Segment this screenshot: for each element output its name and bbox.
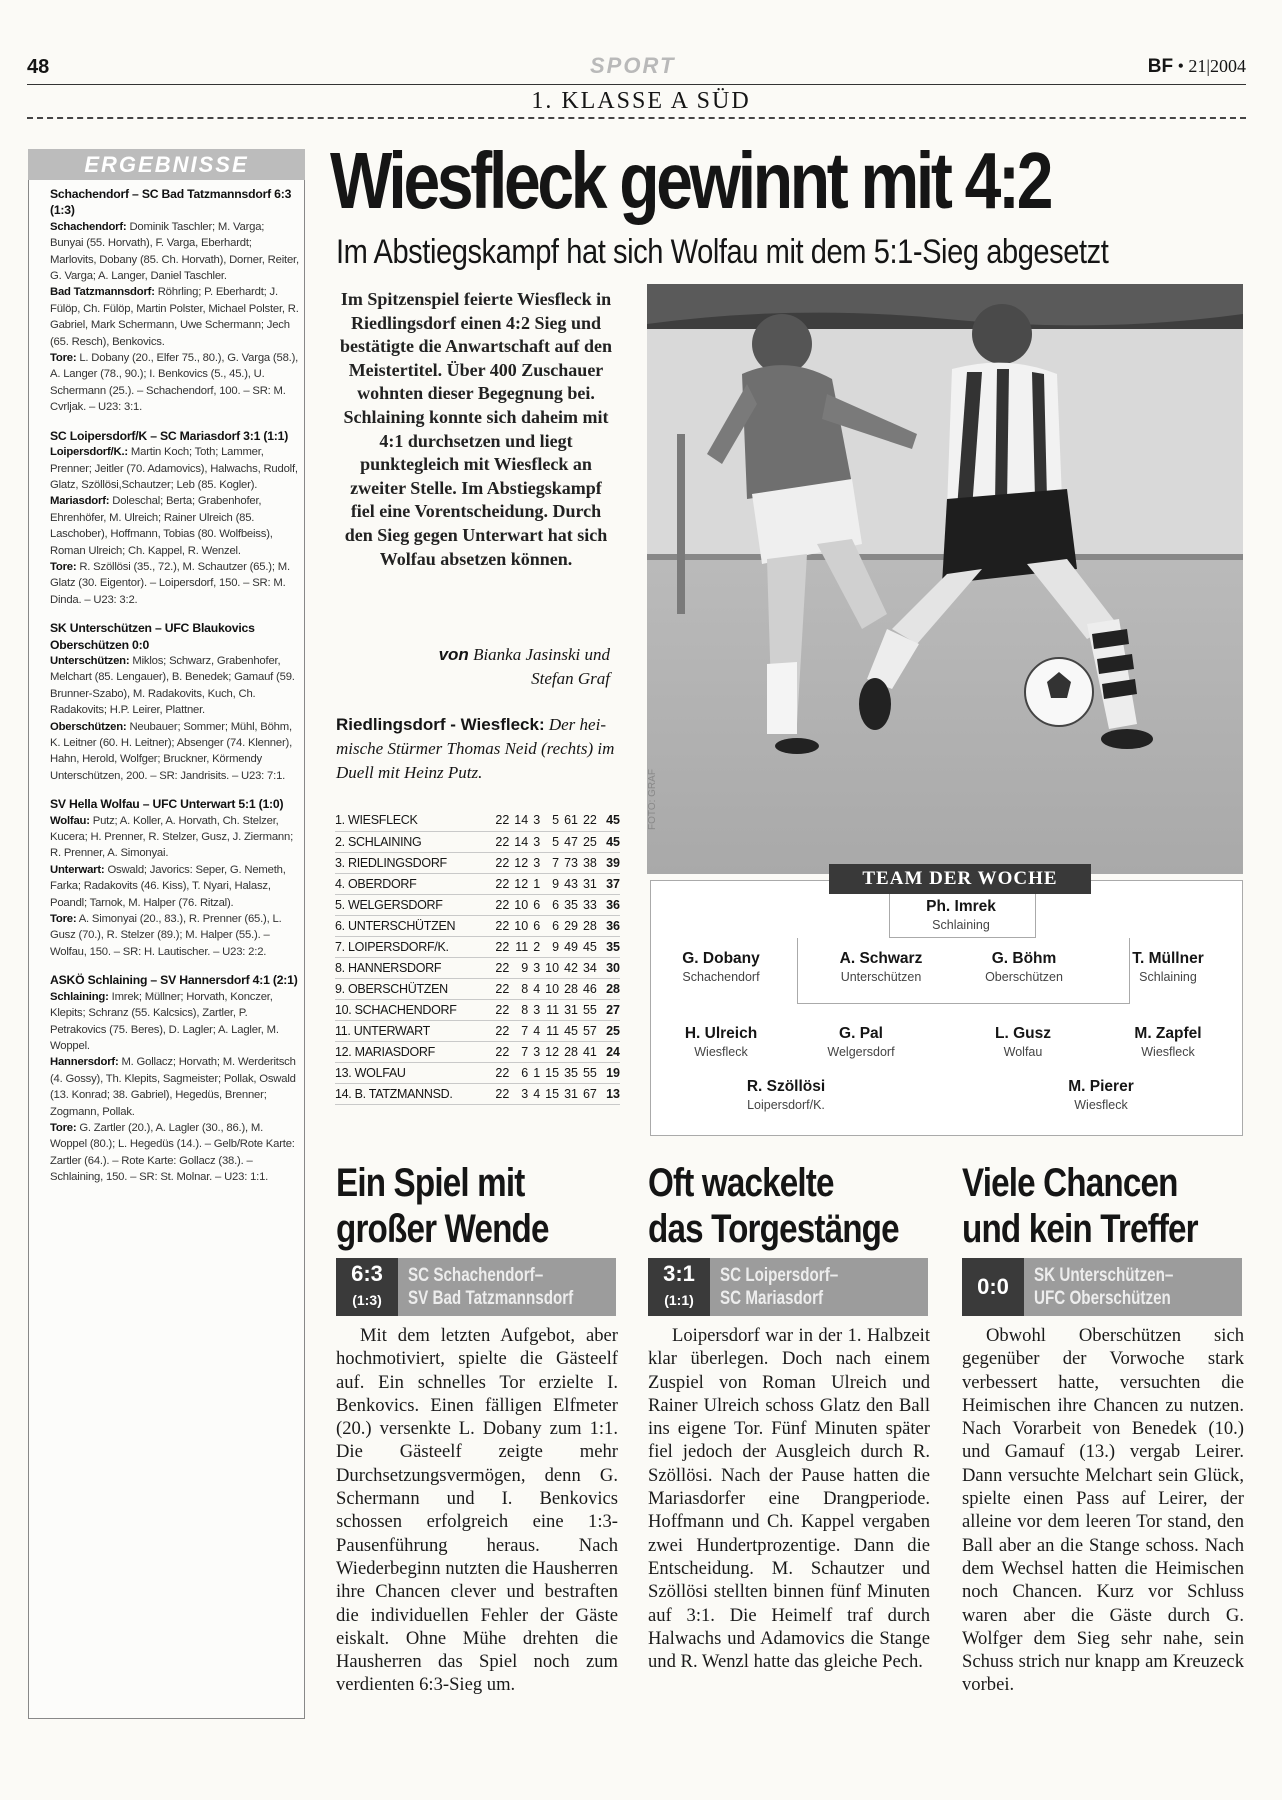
lineup-text: Oswald; Javorics: Seper, G. Nemeth, Farka; Radakovits (46. Kiss), T. Nyari, Halasz, Poandl; Tarnok, M. Halper (76. Ritzal). — [50, 863, 286, 909]
standings-d: 1 — [533, 1062, 545, 1083]
standings-ga: 55 — [583, 999, 602, 1020]
score-bar — [962, 1258, 1242, 1316]
result-lineup — [50, 1120, 300, 1186]
result-lineup — [50, 1054, 300, 1120]
standings-l: 6 — [545, 894, 564, 915]
standings-w: 7 — [514, 1020, 533, 1041]
standings-ga: 28 — [583, 915, 602, 936]
standings-points: 24 — [602, 1041, 620, 1062]
standings-points: 36 — [602, 915, 620, 936]
standings-l: 10 — [545, 978, 564, 999]
result-lineup — [50, 284, 300, 350]
standings-d: 6 — [533, 894, 545, 915]
standings-gf: 31 — [564, 999, 583, 1020]
standings-row — [335, 999, 620, 1020]
standings-d: 3 — [533, 957, 545, 978]
lineup-text: M. Gollacz; Horvath; M. Werderitsch (4. Gossy), Th. Klepits, Sagmeister; Pollak, Oswald (13. Konrad; 38. Gabriel), Hegedüs, Brenner; Zogmann, Pollak. — [50, 1056, 296, 1118]
player-name: G. Böhm — [991, 950, 1057, 967]
score-box — [648, 1258, 710, 1316]
player-name: Ph. Imrek — [926, 898, 996, 915]
result-block — [50, 428, 300, 608]
standings-team: 4. OBERDORF — [335, 873, 495, 894]
standings-l: 10 — [545, 957, 564, 978]
standings-gf: 28 — [564, 1041, 583, 1062]
standings-gp: 22 — [495, 957, 514, 978]
standings-points: 13 — [602, 1083, 620, 1104]
lineup-label: Schlaining: — [50, 990, 109, 1003]
story-headline — [336, 1160, 549, 1252]
player-club: Oberschützen — [985, 970, 1063, 984]
result-lineup — [50, 444, 300, 493]
standings-d: 3 — [533, 1041, 545, 1062]
result-lineup — [50, 559, 300, 608]
halftime-score: (1:3) — [352, 1292, 382, 1308]
lineup-label: Wolfau: — [50, 814, 90, 827]
standings-row — [335, 852, 620, 873]
team-player — [801, 950, 961, 984]
standings-gf: 73 — [564, 852, 583, 873]
player-club: Schlaining — [1139, 970, 1197, 984]
away-team: UFC Oberschützen — [1034, 1288, 1171, 1309]
standings-points: 28 — [602, 978, 620, 999]
standings-ga: 33 — [583, 894, 602, 915]
standings-gp: 22 — [495, 936, 514, 957]
match-teams — [720, 1264, 838, 1310]
standings-team: 2. SCHLAINING — [335, 831, 495, 852]
lineup-label: Unterwart: — [50, 863, 105, 876]
result-lineup — [50, 813, 300, 862]
byline-authors-1: Bianka Jasinski und — [473, 645, 610, 664]
standings-d: 3 — [533, 831, 545, 852]
standings-gp: 22 — [495, 1062, 514, 1083]
away-team: SC Mariasdorf — [720, 1288, 824, 1309]
standings-d: 3 — [533, 810, 545, 831]
standings-row — [335, 1020, 620, 1041]
section-label: SPORT — [590, 53, 676, 78]
standings-gf: 47 — [564, 831, 583, 852]
result-head: SV Hella Wolfau – UFC Unterwart 5:1 (1:0) — [50, 797, 284, 812]
standings-row — [335, 957, 620, 978]
lineup-label: Loipersdorf/K.: — [50, 446, 128, 459]
standings-team: 5. WELGERSDORF — [335, 894, 495, 915]
standings-w: 6 — [514, 1062, 533, 1083]
standings-row — [335, 978, 620, 999]
caption-text: Der heimische Stürmer Thomas Neid (rechts) im Duell mit Heinz Putz. — [336, 715, 615, 782]
standings-team: 9. OBERSCHÜTZEN — [335, 978, 495, 999]
player-club: Wiesfleck — [1141, 1045, 1195, 1059]
lineup-text: A. Simonyai (20., 83.), R. Prenner (65.), L. Gusz (70.), R. Stelzer (89.); M. Halper (55.). – Wolfau, 150. – SR: H. Lautischer. – U23: 2:2. — [50, 913, 282, 958]
score-bar — [336, 1258, 616, 1316]
story-headline-line: Oft wackelte — [648, 1161, 834, 1205]
standings-gp: 22 — [495, 978, 514, 999]
standings-team: 3. RIEDLINGSDORF — [335, 852, 495, 873]
result-head: ASKÖ Schlaining – SV Hannersdorf 4:1 (2:1) — [50, 973, 298, 988]
standings-ga: 34 — [583, 957, 602, 978]
byline-authors-2: Stefan Graf — [531, 669, 610, 688]
lineup-text: Unterschützen, 200. – SR: Jandrisits. – U23: 7:1. — [50, 769, 286, 782]
final-score: 6:3 — [351, 1261, 383, 1286]
standings-gf: 31 — [564, 1083, 583, 1104]
standings-table — [335, 810, 620, 1105]
lineup-text: Röhrling; P. Eberhardt; J. Fülöp, Ch. Fülöp, Martin Polster, Michael Polster, R. Gabriel, Mark Schermann, Uwe Schermann; Jech (65. Resch), Benkovics. — [50, 286, 299, 348]
result-block — [50, 186, 300, 416]
match-teams — [1034, 1264, 1173, 1310]
result-block — [50, 620, 300, 784]
headline: Wiesfleck gewinnt mit 4:2 — [330, 136, 1051, 225]
team-player — [1021, 1078, 1181, 1112]
lineup-label: Bad Tatzmannsdorf: — [50, 286, 155, 299]
standings-w: 12 — [514, 852, 533, 873]
standings-l: 6 — [545, 915, 564, 936]
standings-ga: 46 — [583, 978, 602, 999]
publication-name: BF — [1147, 56, 1174, 77]
lineup-label: Oberschützen: — [50, 720, 127, 733]
separator: • — [1177, 56, 1184, 76]
final-score: 3:1 — [663, 1261, 695, 1286]
standings-gp: 22 — [495, 852, 514, 873]
page-number: 48 — [27, 56, 50, 78]
standings-gf: 45 — [564, 1020, 583, 1041]
lineup-text: Putz; A. Koller, A. Horvath, Ch. Stelzer, Kucera; H. Prenner, R. Stelzer, Gusz, J. Ziermann; R. Prenner, A. Simonyai. — [50, 814, 294, 860]
standings-gp: 22 — [495, 1020, 514, 1041]
player-name: T. Müllner — [1132, 950, 1204, 967]
standings-points: 37 — [602, 873, 620, 894]
result-block — [50, 796, 300, 960]
team-player — [781, 1025, 941, 1059]
standings-w: 14 — [514, 810, 533, 831]
standings-team: 11. UNTERWART — [335, 1020, 495, 1041]
lineup-label: Schachendorf: — [50, 220, 127, 233]
story-headline-line: und kein Treffer — [962, 1207, 1198, 1251]
lineup-label: Unterschützen: — [50, 654, 130, 667]
standings-ga: 67 — [583, 1083, 602, 1104]
player-name: G. Dobany — [682, 950, 760, 967]
result-lineup — [50, 719, 300, 768]
standings-ga: 22 — [583, 810, 602, 831]
standings-gf: 43 — [564, 873, 583, 894]
standings-row — [335, 831, 620, 852]
standings-w: 3 — [514, 1083, 533, 1104]
result-lineup — [50, 911, 300, 960]
standings-w: 14 — [514, 831, 533, 852]
standings-ga: 57 — [583, 1020, 602, 1041]
standings-d: 6 — [533, 915, 545, 936]
final-score: 0:0 — [977, 1274, 1009, 1299]
player-club: Loipersdorf/K. — [747, 1098, 825, 1112]
lineup-label: Tore: — [50, 913, 77, 926]
standings-gf: 29 — [564, 915, 583, 936]
standings-gp: 22 — [495, 999, 514, 1020]
standings-team: 6. UNTERSCHÜTZEN — [335, 915, 495, 936]
results-list — [50, 186, 300, 1198]
standings-gf: 35 — [564, 894, 583, 915]
standings-gf: 28 — [564, 978, 583, 999]
byline-von: von — [438, 645, 469, 664]
issue-info — [1148, 56, 1246, 78]
player-name: A. Schwarz — [839, 950, 923, 967]
story-headline — [962, 1160, 1198, 1252]
standings-l: 11 — [545, 999, 564, 1020]
caption-title: Riedlingsdorf - Wiesfleck: — [336, 715, 545, 734]
lineup-text: G. Zartler (20.), A. Lagler (30., 86.), M. Woppel (80.); L. Hegedüs (14.). – Gelb/Rote Karte: Zartler (64.). – Rote Karte: Gollacz (38.). –Schlaining, 150. – SR: St. Molnar. – U23: 1:1. — [50, 1121, 295, 1184]
standings-team: 14. B. TATZMANNSD. — [335, 1083, 495, 1104]
standings-ga: 38 — [583, 852, 602, 873]
lineup-text: Martin Koch; Toth; Lammer, Prenner; Jeitler (70. Adamovics), Halwachs, Rudolf, Glatz, Szöllösi,Schautzer; Leb (85. Kogler). — [50, 446, 298, 491]
player-club: Wolfau — [1003, 1045, 1043, 1059]
story-text: Mit dem letzten Aufgebot, aber hochmotiviert, spielte die Gästeelf auf. Ein schnelles Tor erzielte I. Benkovics. Einen fälligen Elfmeter (20.) versenkte L. Dobany zum 1:1. Die Gästeelf zeigte mehr Durchsetzungsvermögen, denn G. Schermann und I. Benkovics schossen erfolgreich eine 1:3-Pausenführung heraus. Nach Wiederbeginn nutzten die Hausherren ihre Chancen clever und bestraften die individuellen Fehler der Gäste eiskalt. Ohne Mühe drehten die Hausherren das Spiel noch zum verdienten 6:3-Sieg um. — [336, 1325, 618, 1696]
standings-points: 27 — [602, 999, 620, 1020]
standings-gf: 49 — [564, 936, 583, 957]
standings-ga: 55 — [583, 1062, 602, 1083]
story-headline-line: Viele Chancen — [962, 1161, 1178, 1205]
header-rule — [27, 84, 1246, 85]
story-text: Obwohl Oberschützen sich gegenüber der Vorwoche stark verbessert hatte, versuchten die Heimischen ihre Chancen zu nutzen. Nach Vorarbeit von Benedek (10.) und Gamauf (13.) vergab Leirer. Dann versuchte Melchart sein Glück, spielte einen Pass auf Leirer, der alleine vor dem leeren Tor stand, den Ball aber an die Stange schoss. Nach dem Wechsel hatten die Heimischen noch Chancen. Kurz vor Schluss waren aber die Gäste durch G. Wolfger dem Sieg sehr nahe, sein Schuss strich nur knapp am Kreuzeck vorbei. — [962, 1325, 1244, 1696]
standings-points: 45 — [602, 831, 620, 852]
team-player — [641, 1025, 801, 1059]
standings-w: 7 — [514, 1041, 533, 1062]
lineup-text: Imrek; Müllner; Horvath, Konczer, Klepits; Schranz (55. Kalcsics), Zartler, P. Petrakovics (75. Beres), D. Lagler; A. Lagler, M. Woppel. — [50, 990, 279, 1052]
standings-team: 10. SCHACHENDORF — [335, 999, 495, 1020]
standings-points: 36 — [602, 894, 620, 915]
standings-w: 8 — [514, 999, 533, 1020]
subheadline: Im Abstiegskampf hat sich Wolfau mit dem 5:1-Sieg abgesetzt — [336, 233, 1109, 271]
player-name: M. Pierer — [1068, 1078, 1134, 1095]
header-dashed-rule — [27, 117, 1246, 119]
standings-l: 11 — [545, 1020, 564, 1041]
player-club: Welgersdorf — [827, 1045, 895, 1059]
lineup-label: Tore: — [50, 1121, 77, 1134]
result-lineup — [50, 862, 300, 911]
team-player — [943, 1025, 1103, 1059]
standings-w: 12 — [514, 873, 533, 894]
standings-row — [335, 894, 620, 915]
standings-w: 11 — [514, 936, 533, 957]
standings-gp: 22 — [495, 894, 514, 915]
result-block — [50, 972, 300, 1185]
lineup-text: Doleschal; Berta; Grabenhofer, Ehrenhöfer, M. Ulreich; Rainer Ulreich (85. Laschober), Hoffmann, Tobias (80. Wolfbeiss), Roman Ulreich; Ch. Kappel, R. Wenzel. — [50, 495, 273, 557]
issue-number: 21|2004 — [1188, 56, 1246, 76]
standings-team: 12. MARIASDORF — [335, 1041, 495, 1062]
football-players-image — [647, 284, 1243, 874]
player-name: G. Pal — [839, 1025, 883, 1042]
lineup-text: Dominik Taschler; M. Varga; Bunyai (55. Horvath), F. Varga, Eberhardt; Marlovits, Dobany (85. Ch. Horvath), Dorner, Reiter, G. Varga; A. Langer, Daniel Taschler. — [50, 220, 299, 283]
standings-w: 9 — [514, 957, 533, 978]
standings-d: 3 — [533, 999, 545, 1020]
standings-points: 30 — [602, 957, 620, 978]
standings-ga: 41 — [583, 1041, 602, 1062]
standings-gp: 22 — [495, 873, 514, 894]
match-photo — [647, 284, 1243, 874]
standings-l: 12 — [545, 1041, 564, 1062]
standings-d: 4 — [533, 1083, 545, 1104]
standings-row — [335, 1062, 620, 1083]
player-name: L. Gusz — [995, 1025, 1051, 1042]
player-club: Schlaining — [932, 918, 990, 932]
home-team: SK Unterschützen– — [1034, 1265, 1174, 1286]
lineup-label: Tore: — [50, 352, 77, 365]
standings-l: 5 — [545, 810, 564, 831]
team-of-week-title: TEAM DER WOCHE — [829, 864, 1091, 894]
standings-w: 10 — [514, 915, 533, 936]
standings-w: 10 — [514, 894, 533, 915]
standings-d: 3 — [533, 852, 545, 873]
standings-d: 4 — [533, 1020, 545, 1041]
lineup-label: Mariasdorf: — [50, 495, 110, 508]
result-head: SK Unterschützen – UFC Blaukovics Oberschützen 0:0 — [50, 621, 255, 652]
team-player — [881, 898, 1041, 932]
story-text: Loipersdorf war in der 1. Halbzeit klar überlegen. Doch nach einem Zuspiel von Roman Ulreich und Rainer Ulreich schoss Glatz den Ball ins eigene Tor. Fünf Minuten später fiel jedoch der Ausgleich durch R. Szöllösi. Nach der Pause hatten die Mariasdorfer eine Drangperiode. Hoffmann und Ch. Kappel vergaben zwei Hundertprozentige. Dann die Entscheidung. M. Schautzer und Szöllösi stellten binnen fünf Minuten auf 3:1. Die Heimelf traf durch Halwachs und Adamovics die Stange und R. Wenzl hatte das gleiche Pech. — [648, 1325, 930, 1673]
match-teams — [408, 1264, 573, 1310]
standings-row — [335, 1083, 620, 1104]
standings-points: 45 — [602, 810, 620, 831]
standings-l: 9 — [545, 873, 564, 894]
score-box — [962, 1258, 1024, 1316]
standings-row — [335, 915, 620, 936]
score-bar — [648, 1258, 928, 1316]
standings-l: 7 — [545, 852, 564, 873]
standings-team: 13. WOLFAU — [335, 1062, 495, 1083]
standings-gp: 22 — [495, 1083, 514, 1104]
standings-points: 19 — [602, 1062, 620, 1083]
halftime-score: (1:1) — [664, 1292, 694, 1308]
standings-l: 9 — [545, 936, 564, 957]
standings-gf: 61 — [564, 810, 583, 831]
standings-row — [335, 1041, 620, 1062]
player-name: H. Ulreich — [684, 1025, 758, 1042]
result-head: SC Loipersdorf/K – SC Mariasdorf 3:1 (1:1) — [50, 428, 289, 443]
team-player — [1088, 1025, 1248, 1059]
standings-row — [335, 873, 620, 894]
league-title: 1. KLASSE A SÜD — [531, 88, 751, 114]
team-player — [944, 950, 1104, 984]
photo-credit: FOTO: GRAF — [647, 769, 658, 830]
story-headline — [648, 1160, 899, 1252]
standings-gp: 22 — [495, 810, 514, 831]
lead-text: Im Spitzenspiel feierte Wiesfleck in Riedlingsdorf einen 4:2 Sieg und bestätigte die Anwartschaft auf den Meistertitel. Über 400 Zuschauer wohnten dieser Begegnung bei. Schlaining konnte sich daheim mit 4:1 durchsetzen und liegt punktegleich mit Wiesfleck an zweiter Stelle. Im Abstiegskampf fiel eine Vorentscheidung. Durch den Sieg gegen Unterwart hat sich Wolfau absetzen können. — [340, 289, 612, 569]
standings-points: 35 — [602, 936, 620, 957]
standings-ga: 25 — [583, 831, 602, 852]
story-headline-line: großer Wende — [336, 1207, 549, 1251]
standings-points: 25 — [602, 1020, 620, 1041]
story-headline-line: Ein Spiel mit — [336, 1161, 525, 1205]
standings-l: 15 — [545, 1062, 564, 1083]
result-lineup — [50, 493, 300, 559]
standings-d: 1 — [533, 873, 545, 894]
lineup-label: Tore: — [50, 560, 77, 573]
result-head: Schachendorf – SC Bad Tatzmannsdorf 6:3 (1:3) — [50, 187, 292, 218]
home-team: SC Loipersdorf– — [720, 1265, 839, 1286]
team-player — [1088, 950, 1248, 984]
photo-caption — [336, 713, 618, 785]
player-name: R. Szöllösi — [746, 1078, 826, 1095]
team-player — [706, 1078, 866, 1112]
lineup-text: L. Dobany (20., Elfer 75., 80.), G. Varga (58.), A. Langer (78., 90.); I. Benkovics (5., 45.), U. Schermann (25.). – Schachendorf, 100. – SR: M. Cvrljak. – U23: 3:1. — [50, 352, 299, 414]
standings-ga: 31 — [583, 873, 602, 894]
standings-l: 5 — [545, 831, 564, 852]
lineup-label: Hannersdorf: — [50, 1056, 119, 1069]
lineup-text: R. Szöllösi (35., 72.), M. Schautzer (65.); M. Glatz (30. Eigentor). – Loipersdorf, 150. – SR: M. Dinda. – U23: 3:2. — [50, 560, 290, 606]
player-name: M. Zapfel — [1134, 1025, 1202, 1042]
result-lineup — [50, 653, 300, 719]
result-lineup — [50, 219, 300, 285]
team-player — [641, 950, 801, 984]
player-club: Wiesfleck — [1074, 1098, 1128, 1112]
standings-gp: 22 — [495, 1041, 514, 1062]
standings-team: 1. WIESFLECK — [335, 810, 495, 831]
standings-row — [335, 936, 620, 957]
player-club: Schachendorf — [682, 970, 760, 984]
byline — [380, 643, 610, 691]
standings-team: 7. LOIPERSDORF/K. — [335, 936, 495, 957]
home-team: SC Schachendorf– — [408, 1265, 544, 1286]
standings-gp: 22 — [495, 831, 514, 852]
standings-gf: 35 — [564, 1062, 583, 1083]
lineup-text: Neubauer; Sommer; Mühl, Böhm, K. Leitner (60. H. Leitner); Absenger (74. Klenner), Hahn, Herold, Wolfger; Bruckner, Körmendy — [50, 720, 293, 766]
standings-points: 39 — [602, 852, 620, 873]
score-box — [336, 1258, 398, 1316]
standings-gf: 42 — [564, 957, 583, 978]
standings-team: 8. HANNERSDORF — [335, 957, 495, 978]
player-club: Wiesfleck — [694, 1045, 748, 1059]
player-club: Unterschützen — [840, 970, 922, 984]
standings-gp: 22 — [495, 915, 514, 936]
result-lineup — [50, 989, 300, 1055]
standings-d: 4 — [533, 978, 545, 999]
standings-ga: 45 — [583, 936, 602, 957]
away-team: SV Bad Tatzmannsdorf — [408, 1288, 574, 1309]
results-title: ERGEBNISSE — [28, 149, 305, 180]
result-lineup — [50, 768, 300, 784]
lineup-text: Miklos; Schwarz, Grabenhofer, Melchart (85. Lengauer), B. Benedek; Gamauf (59. Brunner-Szabo), M. Radakovits, Kuch, Ch. Radakovits; H.P. Leirer, Plattner. — [50, 654, 295, 717]
standings-w: 8 — [514, 978, 533, 999]
standings-row — [335, 810, 620, 831]
standings-l: 15 — [545, 1083, 564, 1104]
standings-d: 2 — [533, 936, 545, 957]
result-lineup — [50, 350, 300, 416]
story-headline-line: das Torgestänge — [648, 1207, 899, 1251]
